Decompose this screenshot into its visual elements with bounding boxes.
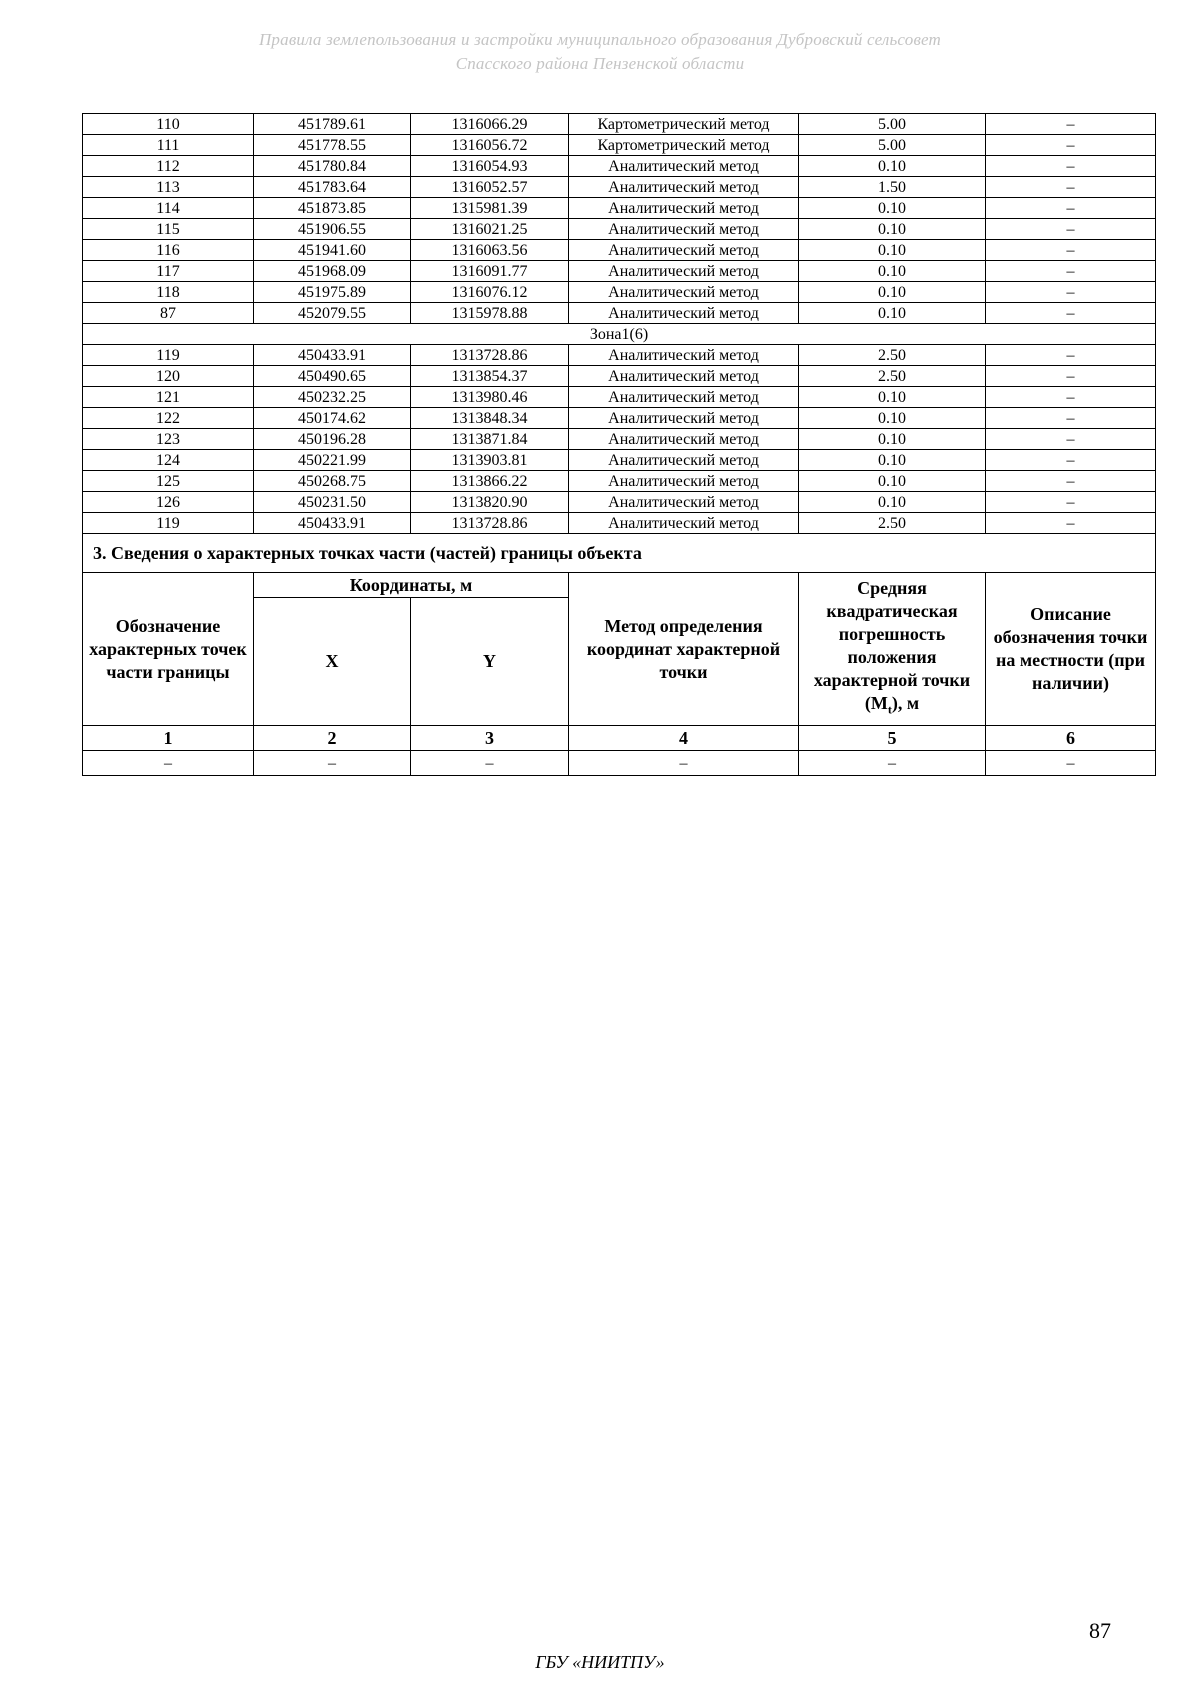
column-number: 3 — [411, 726, 569, 751]
description-cell: – — [986, 156, 1156, 177]
point-id-cell: 114 — [83, 198, 254, 219]
point-id-cell: 115 — [83, 219, 254, 240]
x-coordinate-cell: 450490.65 — [254, 366, 411, 387]
point-id-cell: 87 — [83, 303, 254, 324]
point-id-cell: 125 — [83, 471, 254, 492]
x-coordinate-cell: 451941.60 — [254, 240, 411, 261]
method-cell: Аналитический метод — [569, 219, 799, 240]
col-header-error-subscript: t — [887, 702, 892, 717]
method-cell: Аналитический метод — [569, 492, 799, 513]
table-row — [83, 240, 1156, 261]
description-cell: – — [986, 240, 1156, 261]
zone-row — [83, 324, 1156, 345]
y-coordinate-cell: 1313728.86 — [411, 513, 569, 534]
y-coordinate-cell: 1316056.72 — [411, 135, 569, 156]
column-number: 4 — [569, 726, 799, 751]
table-row — [83, 492, 1156, 513]
x-coordinate-cell: 450231.50 — [254, 492, 411, 513]
document-header — [0, 28, 1200, 76]
column-number: 1 — [83, 726, 254, 751]
description-cell: – — [986, 513, 1156, 534]
point-id-cell: 116 — [83, 240, 254, 261]
error-cell: 0.10 — [799, 492, 986, 513]
point-id-cell: 117 — [83, 261, 254, 282]
x-coordinate-cell: 451783.64 — [254, 177, 411, 198]
table-row — [83, 198, 1156, 219]
y-coordinate-cell: 1316066.29 — [411, 114, 569, 135]
method-cell: Аналитический метод — [569, 429, 799, 450]
empty-cell: – — [411, 751, 569, 776]
col-header-error — [799, 573, 986, 726]
empty-cell: – — [254, 751, 411, 776]
y-coordinate-cell: 1316054.93 — [411, 156, 569, 177]
table-row — [83, 303, 1156, 324]
error-cell: 0.10 — [799, 219, 986, 240]
description-cell: – — [986, 408, 1156, 429]
error-cell: 2.50 — [799, 513, 986, 534]
point-id-cell: 123 — [83, 429, 254, 450]
error-cell: 0.10 — [799, 303, 986, 324]
x-coordinate-cell: 450196.28 — [254, 429, 411, 450]
col-header-error-text: Средняя квадратическая погрешность положения характерной точки (M — [813, 577, 971, 713]
y-coordinate-cell: 1313980.46 — [411, 387, 569, 408]
x-coordinate-cell: 451789.61 — [254, 114, 411, 135]
y-coordinate-cell: 1313871.84 — [411, 429, 569, 450]
col-header-designation: Обозначение характерных точек части границы — [83, 573, 254, 726]
y-coordinate-cell: 1313820.90 — [411, 492, 569, 513]
point-id-cell: 119 — [83, 345, 254, 366]
method-cell: Аналитический метод — [569, 156, 799, 177]
method-cell: Аналитический метод — [569, 387, 799, 408]
method-cell: Аналитический метод — [569, 408, 799, 429]
y-coordinate-cell: 1315981.39 — [411, 198, 569, 219]
description-cell: – — [986, 345, 1156, 366]
col-header-x: X — [254, 598, 411, 726]
description-cell: – — [986, 471, 1156, 492]
point-id-cell: 121 — [83, 387, 254, 408]
y-coordinate-cell: 1313866.22 — [411, 471, 569, 492]
table-row — [83, 114, 1156, 135]
table-row — [83, 219, 1156, 240]
point-id-cell: 126 — [83, 492, 254, 513]
point-id-cell: 112 — [83, 156, 254, 177]
description-cell: – — [986, 429, 1156, 450]
column-number-row — [83, 726, 1156, 751]
table-row — [83, 513, 1156, 534]
method-cell: Аналитический метод — [569, 366, 799, 387]
description-cell: – — [986, 303, 1156, 324]
error-cell: 0.10 — [799, 156, 986, 177]
point-id-cell: 124 — [83, 450, 254, 471]
point-id-cell: 110 — [83, 114, 254, 135]
error-cell: 0.10 — [799, 240, 986, 261]
document-footer: ГБУ «НИИТПУ» — [535, 1652, 665, 1672]
page-number: 87 — [1089, 1618, 1111, 1643]
empty-cell: – — [83, 751, 254, 776]
x-coordinate-cell: 451975.89 — [254, 282, 411, 303]
y-coordinate-cell: 1313728.86 — [411, 345, 569, 366]
error-cell: 0.10 — [799, 450, 986, 471]
description-cell: – — [986, 261, 1156, 282]
table-row — [83, 429, 1156, 450]
error-cell: 5.00 — [799, 114, 986, 135]
col-header-coordinates: Координаты, м — [254, 573, 569, 598]
method-cell: Аналитический метод — [569, 513, 799, 534]
table-row — [83, 471, 1156, 492]
description-cell: – — [986, 492, 1156, 513]
description-cell: – — [986, 219, 1156, 240]
point-id-cell: 113 — [83, 177, 254, 198]
column-number: 5 — [799, 726, 986, 751]
error-cell: 0.10 — [799, 408, 986, 429]
description-cell: – — [986, 387, 1156, 408]
x-coordinate-cell: 450433.91 — [254, 513, 411, 534]
error-cell: 2.50 — [799, 366, 986, 387]
rows-group-a — [83, 114, 1156, 324]
x-coordinate-cell: 450433.91 — [254, 345, 411, 366]
col-header-y: Y — [411, 598, 569, 726]
method-cell: Аналитический метод — [569, 345, 799, 366]
section-3-title-row — [83, 534, 1156, 573]
header-line-1: Правила землепользования и застройки муниципального образования Дубровский сельсовет — [258, 30, 942, 49]
x-coordinate-cell: 450221.99 — [254, 450, 411, 471]
y-coordinate-cell: 1316076.12 — [411, 282, 569, 303]
rows-group-b — [83, 345, 1156, 534]
table-row — [83, 408, 1156, 429]
table-row — [83, 261, 1156, 282]
x-coordinate-cell: 450268.75 — [254, 471, 411, 492]
point-id-cell: 118 — [83, 282, 254, 303]
error-cell: 0.10 — [799, 471, 986, 492]
method-cell: Аналитический метод — [569, 198, 799, 219]
error-cell: 0.10 — [799, 429, 986, 450]
table-row — [83, 345, 1156, 366]
description-cell: – — [986, 177, 1156, 198]
table-row — [83, 450, 1156, 471]
error-cell: 0.10 — [799, 282, 986, 303]
y-coordinate-cell: 1316063.56 — [411, 240, 569, 261]
column-number: 6 — [986, 726, 1156, 751]
error-cell: 5.00 — [799, 135, 986, 156]
method-cell: Аналитический метод — [569, 177, 799, 198]
error-cell: 0.10 — [799, 387, 986, 408]
method-cell: Картометрический метод — [569, 135, 799, 156]
description-cell: – — [986, 198, 1156, 219]
coordinates-table — [82, 113, 1156, 776]
description-cell: – — [986, 114, 1156, 135]
point-id-cell: 122 — [83, 408, 254, 429]
section-3-header-row-1 — [83, 573, 1156, 598]
description-cell: – — [986, 135, 1156, 156]
col-header-description: Описание обозначения точки на местности (при наличии) — [986, 573, 1156, 726]
x-coordinate-cell: 450174.62 — [254, 408, 411, 429]
table-row — [83, 156, 1156, 177]
method-cell: Аналитический метод — [569, 240, 799, 261]
point-id-cell: 120 — [83, 366, 254, 387]
table-row — [83, 282, 1156, 303]
empty-cell: – — [986, 751, 1156, 776]
empty-data-row — [83, 751, 1156, 776]
description-cell: – — [986, 282, 1156, 303]
x-coordinate-cell: 451780.84 — [254, 156, 411, 177]
point-id-cell: 119 — [83, 513, 254, 534]
method-cell: Аналитический метод — [569, 282, 799, 303]
x-coordinate-cell: 450232.25 — [254, 387, 411, 408]
table-row — [83, 135, 1156, 156]
empty-cell: – — [799, 751, 986, 776]
method-cell: Аналитический метод — [569, 261, 799, 282]
table-row — [83, 387, 1156, 408]
x-coordinate-cell: 451778.55 — [254, 135, 411, 156]
description-cell: – — [986, 366, 1156, 387]
y-coordinate-cell: 1316052.57 — [411, 177, 569, 198]
x-coordinate-cell: 451873.85 — [254, 198, 411, 219]
y-coordinate-cell: 1316091.77 — [411, 261, 569, 282]
y-coordinate-cell: 1315978.88 — [411, 303, 569, 324]
x-coordinate-cell: 451906.55 — [254, 219, 411, 240]
method-cell: Аналитический метод — [569, 471, 799, 492]
column-number: 2 — [254, 726, 411, 751]
x-coordinate-cell: 451968.09 — [254, 261, 411, 282]
description-cell: – — [986, 450, 1156, 471]
y-coordinate-cell: 1313903.81 — [411, 450, 569, 471]
method-cell: Аналитический метод — [569, 450, 799, 471]
section-3 — [83, 534, 1156, 776]
col-header-method: Метод определения координат характерной точки — [569, 573, 799, 726]
zone-label: Зона1(6) — [83, 324, 1156, 345]
y-coordinate-cell: 1316021.25 — [411, 219, 569, 240]
error-cell: 0.10 — [799, 261, 986, 282]
method-cell: Аналитический метод — [569, 303, 799, 324]
y-coordinate-cell: 1313848.34 — [411, 408, 569, 429]
table-row — [83, 177, 1156, 198]
table-row — [83, 366, 1156, 387]
error-cell: 0.10 — [799, 198, 986, 219]
point-id-cell: 111 — [83, 135, 254, 156]
section-3-title: 3. Сведения о характерных точках части (частей) границы объекта — [83, 534, 1156, 573]
x-coordinate-cell: 452079.55 — [254, 303, 411, 324]
col-header-error-tail: ), м — [891, 692, 920, 713]
method-cell: Картометрический метод — [569, 114, 799, 135]
y-coordinate-cell: 1313854.37 — [411, 366, 569, 387]
empty-cell: – — [569, 751, 799, 776]
error-cell: 2.50 — [799, 345, 986, 366]
header-line-2: Спасского района Пензенской области — [455, 54, 745, 73]
zone-group — [83, 324, 1156, 345]
error-cell: 1.50 — [799, 177, 986, 198]
